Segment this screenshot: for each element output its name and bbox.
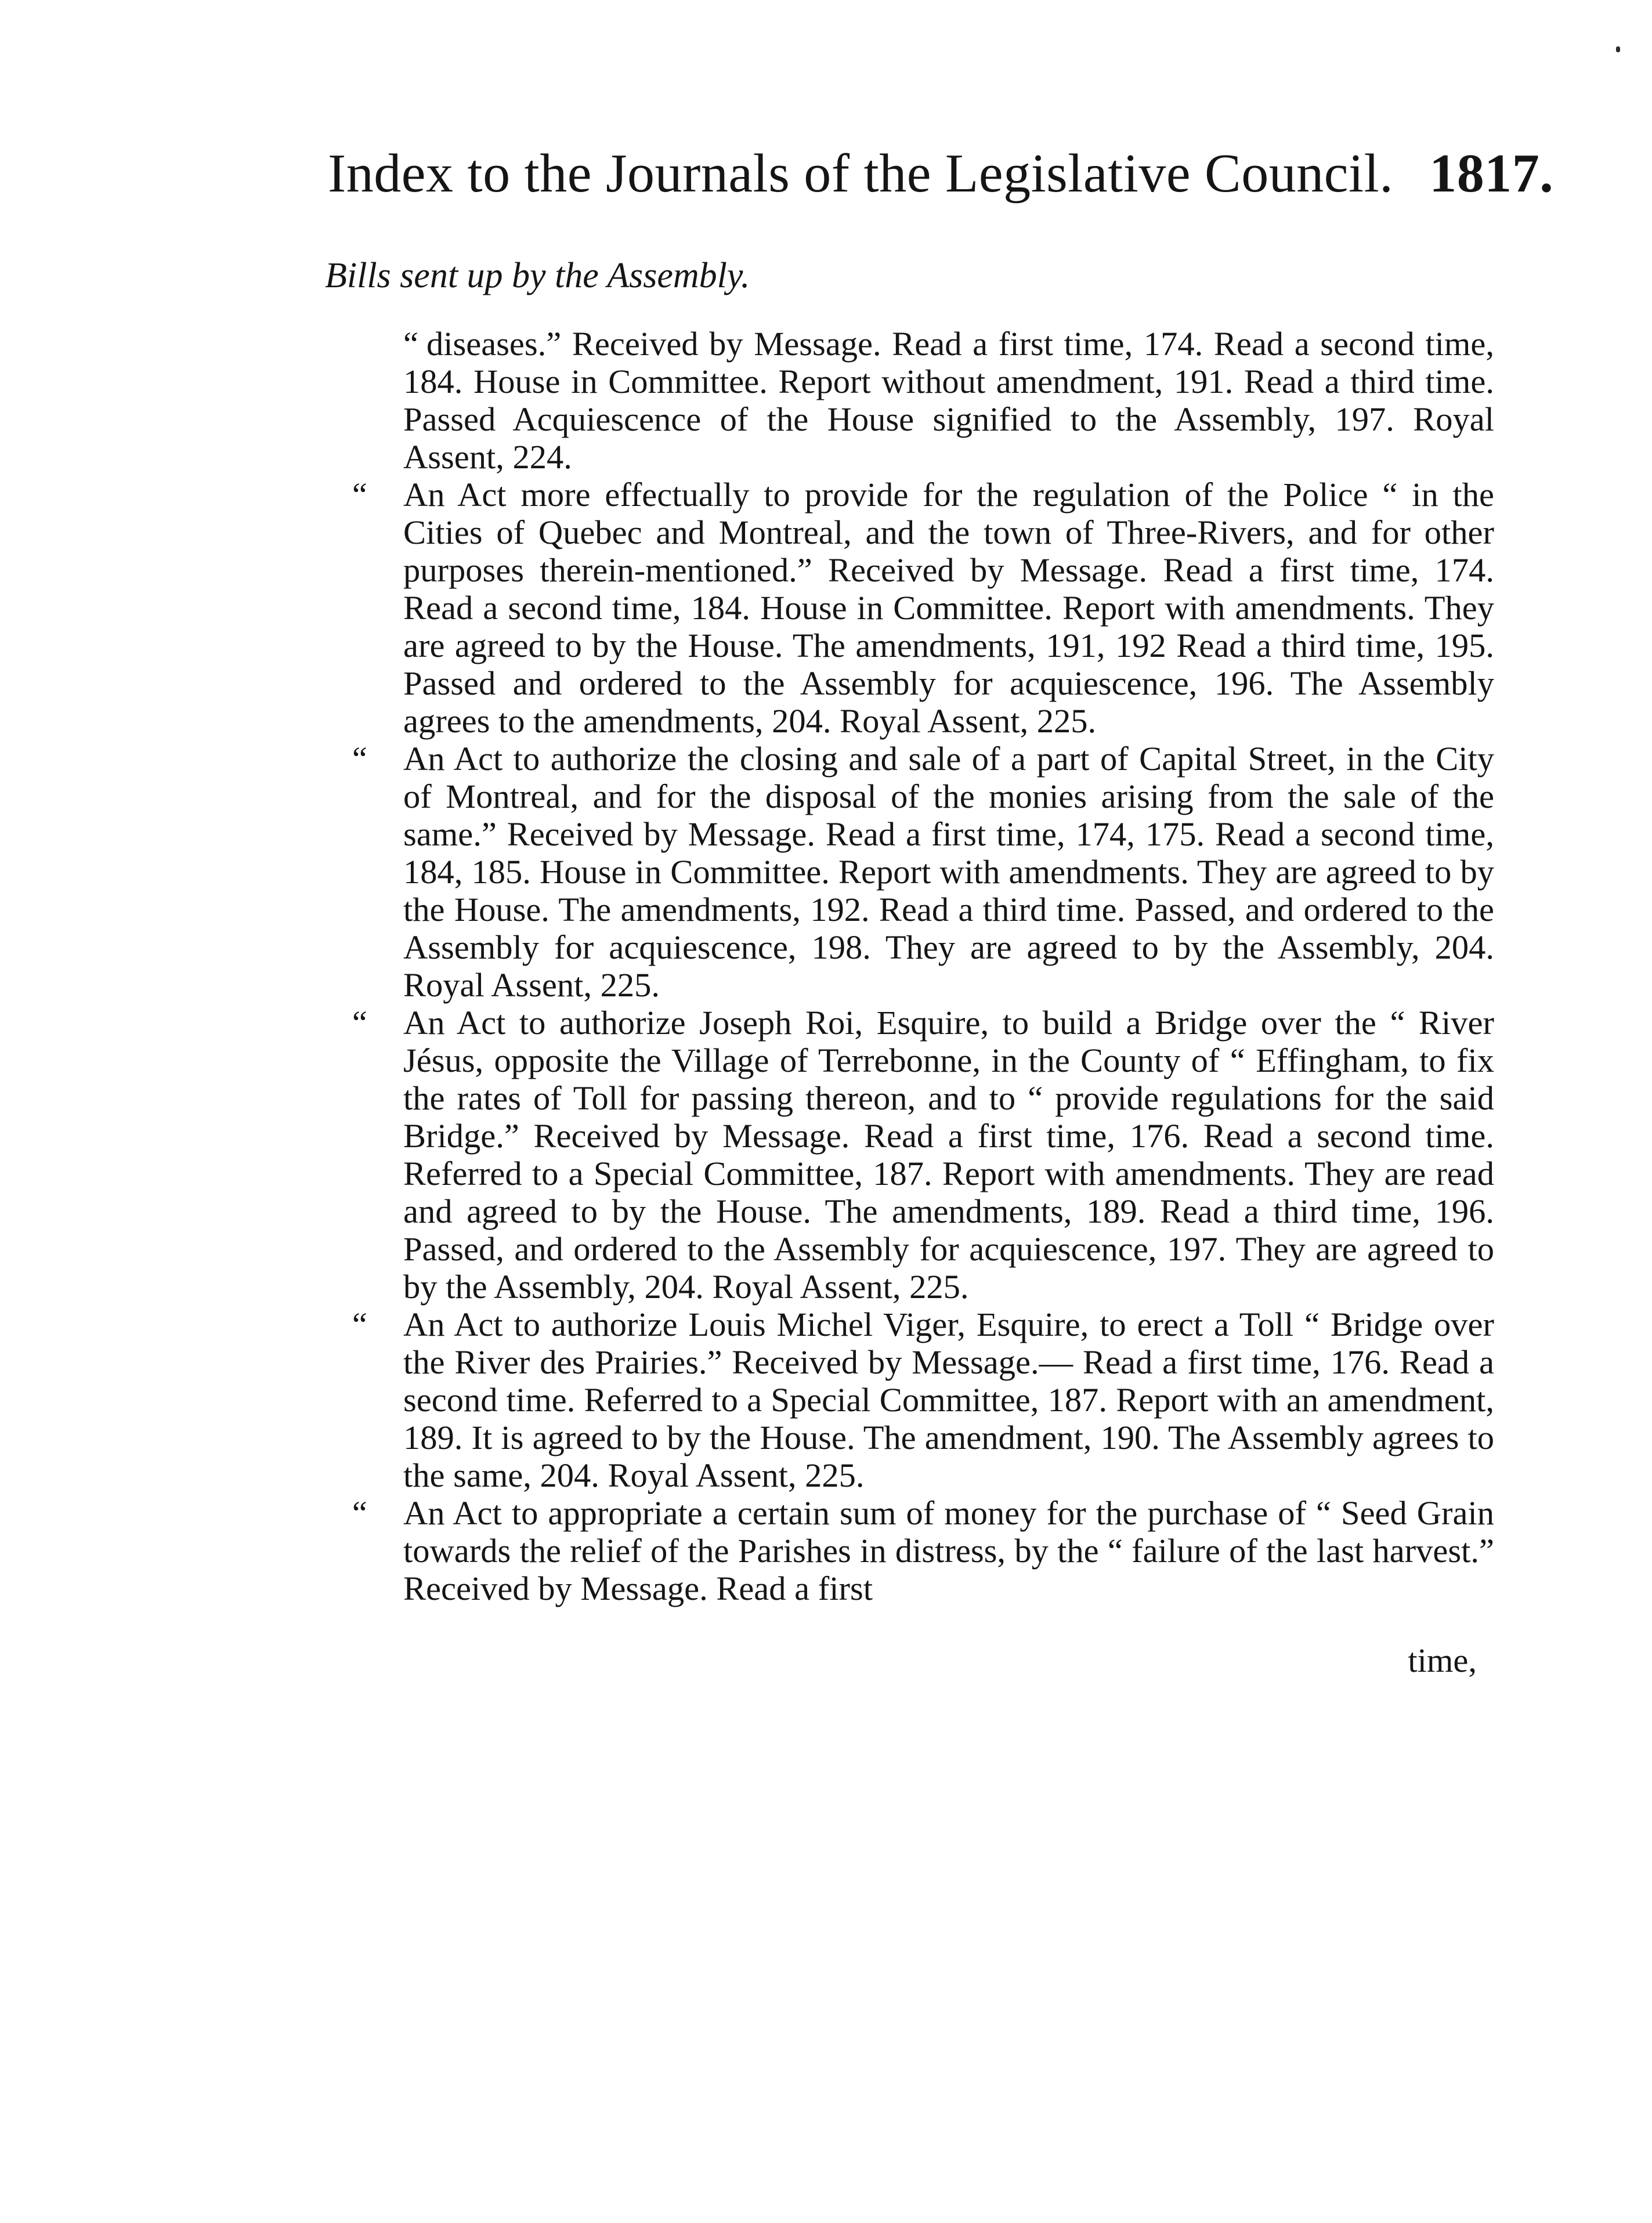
entry-text: An Act to appropriate a certain sum of money for the purchase of “ Seed Grain towards the relief of the Parishes in distress, by the “ failure of the last harvest.” Received by Message. Read a first [403, 1494, 1494, 1607]
index-entry [352, 1004, 1494, 1306]
entry-quote-mark: “ [352, 1004, 367, 1042]
catchword: time, [1408, 1641, 1477, 1679]
header-year: 1817. [1429, 143, 1554, 204]
index-entry [352, 476, 1494, 740]
entry-quote-mark: “ [352, 1494, 367, 1532]
index-body [352, 325, 1494, 1713]
entry-text: An Act more effectually to provide for the regulation of the Police “ in the Cities of Quebec and Montreal, and the town of Three-Rivers, and for other purposes therein-mentioned.” Received by Message. Read a first time, 174. Read a second time, 184. House in Committee. Report with amendments. They are agreed to by the House. The amendments, 191, 192 Read a third time, 195. Passed and ordered to the Assembly for acquiescence, 196. The Assembly agrees to the amendments, 204. Royal Assent, 225. [403, 476, 1494, 740]
page-header [328, 145, 1558, 203]
entry-text: diseases.” Received by Message. Read a first time, 174. Read a second time, 184. House in Committee. Report without amendment, 191. Read a third time. Passed Acquiescence of the House signified to the Assembly, 197. Royal Assent, 224. [403, 325, 1494, 476]
index-entry [352, 1494, 1494, 1607]
entry-quote-mark: “ [403, 325, 418, 363]
entry-text: An Act to authorize Louis Michel Viger, Esquire, to erect a Toll “ Bridge over the River des Prairies.” Received by Message.— Read a first time, 176. Read a second time. Referred to a Special Committee, 187. Report with an amendment, 189. It is agreed to by the House. The amendment, 190. The Assembly agrees to the same, 204. Royal Assent, 225. [403, 1306, 1494, 1494]
index-entry [352, 740, 1494, 1004]
entry-quote-mark: “ [352, 740, 367, 778]
entry-text: An Act to authorize Joseph Roi, Esquire, to build a Bridge over the “ River Jésus, opposite the Village of Terrebonne, in the County of “ Effingham, to fix the rates of Toll for passing thereon, and to “ provide regulations for the said Bridge.” Received by Message. Read a first time, 176. Read a second time. Referred to a Special Committee, 187. Report with amendments. They are read and agreed to by the House. The amendments, 189. Read a third time, 196. Passed, and ordered to the Assembly for acquiescence, 197. They are agreed to by the Assembly, 204. Royal Assent, 225. [403, 1004, 1494, 1306]
section-title: Bills sent up by the Assembly. [325, 256, 750, 295]
index-entry [403, 325, 1494, 476]
header-title: Index to the Journals of the Legislative Council. [328, 143, 1394, 204]
entry-text: An Act to authorize the closing and sale of a part of Capital Street, in the City of Montreal, and for the disposal of the monies arising from the sale of the same.” Received by Message. Read a first time, 174, 175. Read a second time, 184, 185. House in Committee. Report with amendments. They are agreed to by the House. The amendments, 192. Read a third time. Passed, and ordered to the Assembly for acquiescence, 198. They are agreed to by the Assembly, 204. Royal Assent, 225. [403, 740, 1494, 1004]
entry-quote-mark: “ [352, 1306, 367, 1343]
entry-quote-mark: “ [352, 476, 367, 514]
page-speck [1616, 46, 1620, 52]
index-entry [352, 1306, 1494, 1494]
